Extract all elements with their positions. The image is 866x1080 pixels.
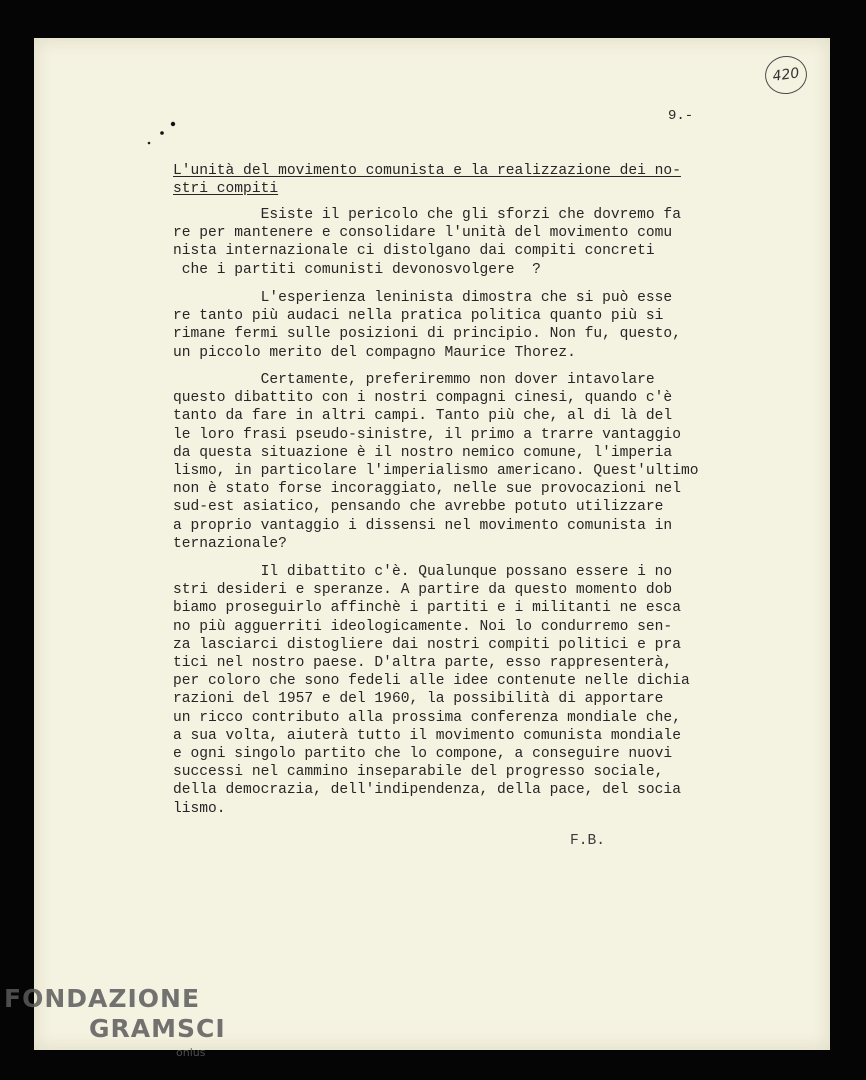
watermark-line-3: onlus	[176, 1046, 206, 1059]
paragraph-1: Esiste il pericolo che gli sforzi che dovremo fa re per mantenere e consolidare l'unità del movimento comu nista internazionale ci distolgano dai compiti concreti che i partiti comunisti devonosvolgere ?	[173, 207, 681, 278]
title-line-1: L'unità del movimento comunista e la realizzazione dei no-	[173, 163, 681, 179]
watermark-line-1: FONDAZIONE	[4, 984, 201, 1013]
archive-number-stamp	[763, 53, 810, 96]
paragraph-2: L'esperienza leninista dimostra che si può esse re tanto più audaci nella pratica politica quanto più si rimane fermi sulle posizioni di principio. Non fu, questo, un piccolo merito del compagno Maurice Thorez.	[173, 290, 681, 361]
paragraph-4: Il dibattito c'è. Qualunque possano essere i no stri desideri e speranze. A partire da questo momento dob biamo proseguirlo affinchè i partiti e i militanti ne esca no più agguerriti ideologicamente. Noi lo condurremo sen- za lasciarci distogliere dai nostri compiti politici e pra tici nel nostro paese. D'altra parte, esso rappresenterà, per coloro che sono fedeli alle idee contenute nelle dichia razioni del 1957 e del 1960, la possibilità di apportare un ricco contributo alla prossima conferenza mondiale che, a sua volta, aiuterà tutto il movimento comunista mondiale e ogni singolo partito che lo compone, a conseguire nuovi successi nel cammino inseparabile del progresso sociale, della democrazia, dell'indipendenza, della pace, del socia lismo.	[173, 564, 690, 817]
page-number: 9.-	[668, 108, 694, 124]
archive-number: 420	[771, 65, 801, 85]
signature-initials: F.B.	[570, 833, 606, 849]
ink-marks	[140, 118, 180, 148]
title-line-2: stri compiti	[173, 181, 279, 198]
document-title	[173, 162, 681, 198]
watermark-line-2: GRAMSCI	[89, 1014, 226, 1043]
paper-sheet	[34, 38, 830, 1050]
paragraph-3: Certamente, preferiremmo non dover intavolare questo dibattito con i nostri compagni cinesi, quando c'è tanto da fare in altri campi. Tanto più che, al di là del le loro frasi pseudo-sinistre, il primo a trarre vantaggio da questa situazione è il nostro nemico comune, l'imperia lismo, in particolare l'imperialismo americano. Quest'ultimo non è stato forse incoraggiato, nelle sue provocazioni nel sud-est asiatico, pensando che avrebbe potuto utilizzare a proprio vantaggio i dissensi nel movimento comunista in ternazionale?	[173, 372, 699, 552]
fondazione-gramsci-watermark	[4, 984, 234, 1064]
